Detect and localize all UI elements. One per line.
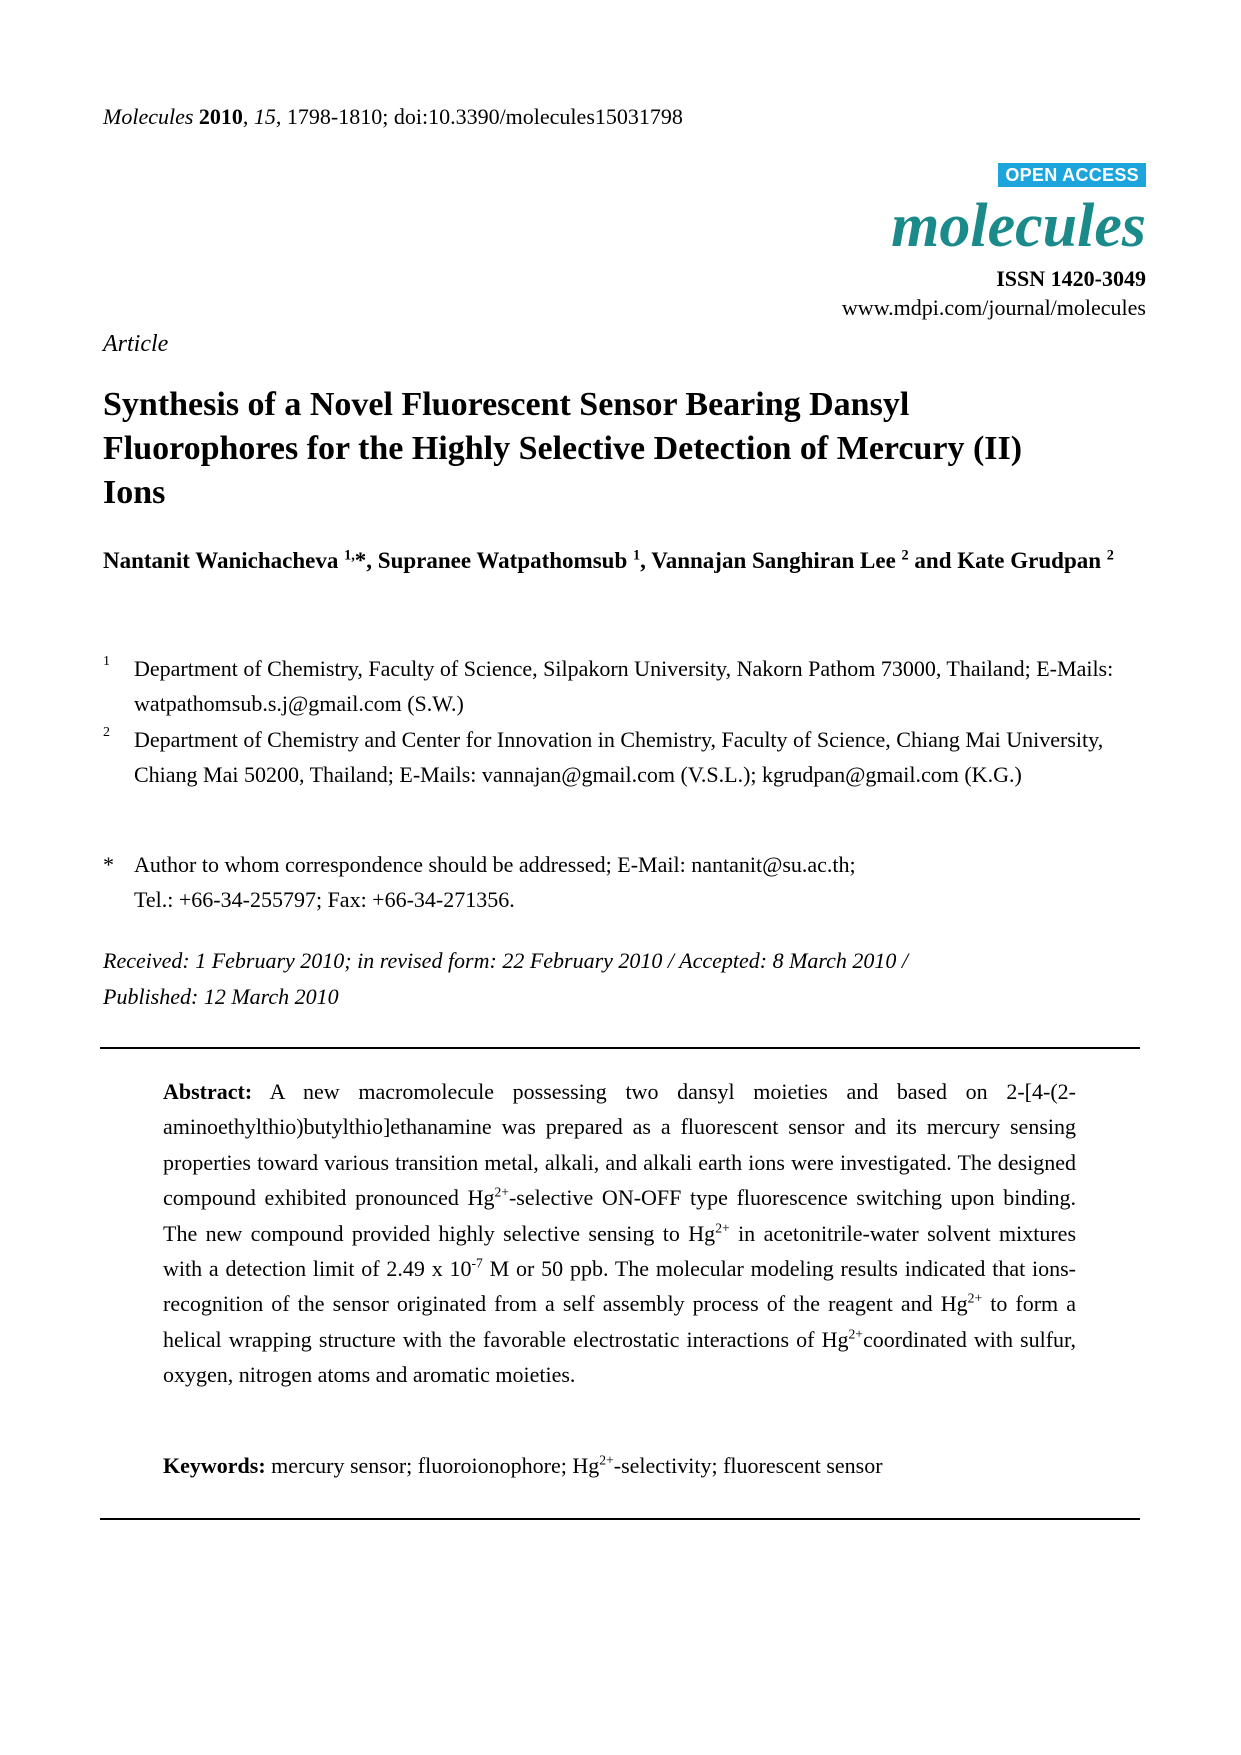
- abstract: Abstract: A new macromolecule possessing two dansyl moieties and based on 2-[4-(2-aminoethylthio)butylthio]ethanamine was prepared as a fluorescent sensor and its mercury sensing properties toward various transition metal, alkali, and alkali earth ions were investigated. The designed compound exhibited pronounced $Hg^{2+}$-selective ON-OFF type fluorescence switching upon binding. The new compound provided highly selective sensing to $Hg^{2+}$ in acetonitrile-water solvent mixtures with a detection limit of 2.49 x $10^{-7}$ M or 50 ppb. The molecular modeling results indicated that ions-recognition of the sensor originated from a self assembly process of the reagent and $Hg^{2+}$ to form a helical wrapping structure with the favorable electrostatic interactions of $Hg^{2+}coordinated$ with sulfur, oxygen, nitrogen atoms and aromatic moieties.: [163, 1079, 1077, 1388]
- affiliation-1: [103, 651, 1143, 721]
- journal-logo: molecules: [891, 192, 1146, 260]
- correspondence: [103, 847, 1143, 917]
- corresponding-star: *: [354, 548, 367, 573]
- author-affiliation-mark: 1,: [344, 547, 355, 564]
- citation-line: Molecules 2010, 15, 1798-1810; doi:10.3390/molecules15031798: [103, 104, 683, 129]
- citation-pages-doi: , 1798-1810; doi:10.3390/molecules15031798: [275, 104, 683, 129]
- correspondence-mark: *: [103, 852, 114, 877]
- author-name: Kate Grudpan: [957, 548, 1102, 573]
- correspondence-text: Author to whom correspondence should be addressed; E-Mail: nantanit@su.ac.th; Tel.: +66-34-255797; Fax: +66-34-271356.: [134, 852, 856, 912]
- author-name: Supranee Watpathomsub: [377, 548, 628, 573]
- article-type: Article: [103, 331, 169, 357]
- paper-title: Synthesis of a Novel Fluorescent Sensor Bearing Dansyl Fluorophores for the Highly Selective Detection of Mercury (II) Ions: [103, 386, 1023, 511]
- journal-url: www.mdpi.com/journal/molecules: [841, 295, 1146, 320]
- issn: ISSN 1420-3049: [996, 266, 1146, 291]
- publication-dates: Received: 1 February 2010; in revised form: 22 February 2010 / Accepted: 8 March 2010 / Published: 12 March 2010: [103, 948, 909, 1009]
- citation-journal: Molecules: [103, 104, 194, 129]
- citation-year: 2010: [198, 104, 243, 129]
- affiliation-text: Department of Chemistry and Center for Innovation in Chemistry, Faculty of Science, Chiang Mai University, Chiang Mai 50200, Thailand; E-Mails: vannajan@gmail.com (V.S.L.); kgrudpan@gmail.com (K.G.): [134, 727, 1104, 787]
- author-affiliation-mark: 1: [633, 547, 641, 564]
- keywords-label: Keywords:: [163, 1453, 266, 1478]
- affiliation-mark: 1: [103, 654, 110, 669]
- divider-bottom: [100, 1518, 1140, 1520]
- author-affiliation-mark: 2: [901, 547, 909, 564]
- divider-top: [100, 1047, 1140, 1049]
- citation-volume: 15: [253, 104, 276, 129]
- affiliation-mark: 2: [103, 725, 110, 740]
- author-name: Nantanit Wanichacheva: [103, 548, 339, 573]
- affiliation-text: Department of Chemistry, Faculty of Science, Silpakorn University, Nakorn Pathom 73000, Thailand; E-Mails: watpathomsub.s.j@gmail.com (S.W.): [134, 656, 1114, 716]
- author-name: Vannajan Sanghiran Lee: [651, 548, 896, 573]
- author-list: Nantanit Wanichacheva $^{1,}$*, Supranee Watpathomsub $^1$, Vannajan Sanghiran Lee $^2$ and Kate Grudpan $^2$: [103, 547, 1114, 573]
- affiliation-2: [103, 722, 1143, 792]
- open-access-badge: OPEN ACCESS: [998, 163, 1146, 187]
- keywords: Keywords: mercury sensor; fluoroionophore; $Hg^{2+}$-selectivity; fluorescent sensor: [163, 1452, 883, 1478]
- abstract-label: Abstract:: [163, 1079, 253, 1104]
- author-affiliation-mark: 2: [1106, 547, 1114, 564]
